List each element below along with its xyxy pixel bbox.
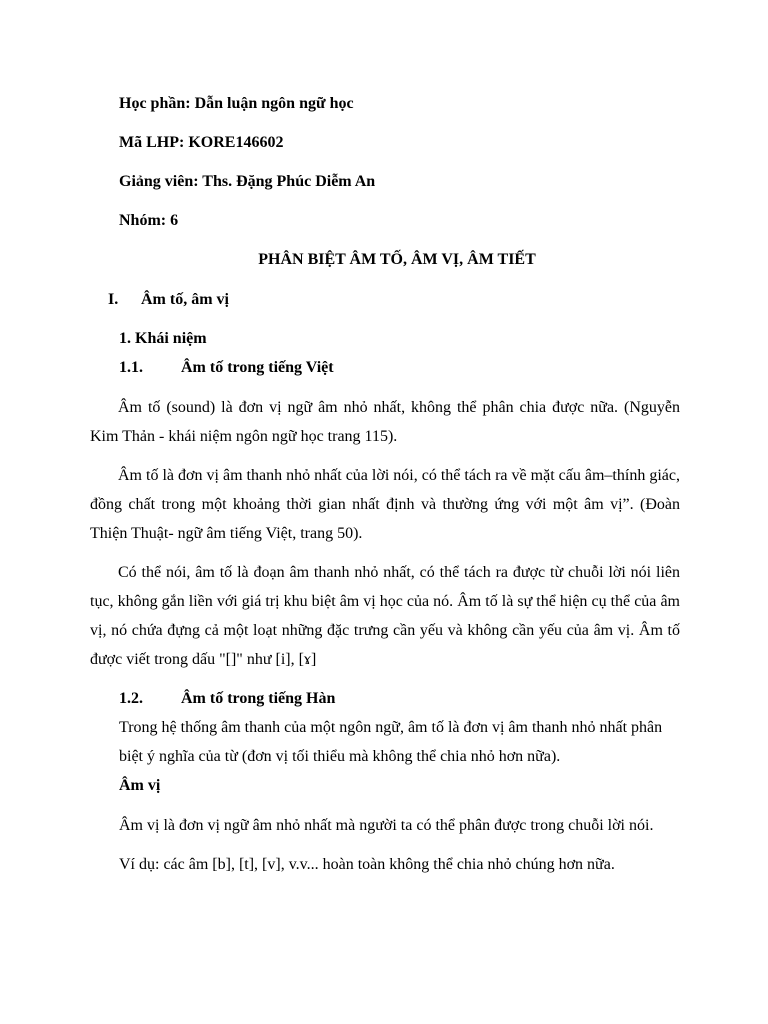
paragraph-5: Âm vị là đơn vị ngữ âm nhỏ nhất mà người ta có thể phân được trong chuỗi lời nói.: [119, 817, 654, 834]
subsection-1-2-number: 1.2.: [119, 690, 143, 707]
paragraph-1: Âm tố (sound) là đơn vị ngữ âm nhỏ nhất, không thể phân chia được nữa. (Nguyễn Kim Thản - khái niệm ngôn ngữ học trang 115).: [90, 399, 680, 445]
am-vi-heading: Âm vị: [119, 777, 161, 794]
subsection-1-1-title: Âm tố trong tiếng Việt: [181, 359, 334, 376]
section-1-title: Âm tố, âm vị: [141, 291, 229, 308]
course-code-line: Mã LHP: KORE146602: [119, 134, 284, 151]
concept-heading: 1. Khái niệm: [119, 330, 207, 347]
paragraph-4: Trong hệ thống âm thanh của một ngôn ngữ, âm tố là đơn vị âm thanh nhỏ nhất phân biệt ý nghĩa của từ (đơn vị tối thiểu mà không thể chia nhỏ hơn nữa).: [119, 719, 663, 765]
paragraph-3: Có thể nói, âm tố là đoạn âm thanh nhỏ nhất, có thể tách ra được từ chuỗi lời nói liên tục, không gắn liền với giá trị khu biệt âm vị học của nó. Âm tố là sự thể hiện cụ thể của âm vị, nó chứa đựng cả một loạt những đặc trưng cần yếu và không cần yếu của âm vị. Âm tố được viết trong dấu "[]" như [i], [ɤ]: [90, 564, 680, 668]
subsection-1-1-heading: [119, 358, 334, 378]
document-title: PHÂN BIỆT ÂM TỐ, ÂM VỊ, ÂM TIẾT: [258, 251, 536, 268]
lecturer-line: Giảng viên: Ths. Đặng Phúc Diễm An: [119, 173, 376, 190]
paragraph-2: Âm tố là đơn vị âm thanh nhỏ nhất của lời nói, có thể tách ra về mặt cấu âm–thính giác, đồng chất trong một khoảng thời gian nhất định và thường ứng với một âm vị”. (Đoàn Thiện Thuật- ngữ âm tiếng Việt, trang 50).: [90, 467, 680, 542]
subsection-1-2-heading: [119, 689, 335, 709]
group-line: Nhóm: 6: [119, 212, 179, 229]
subsection-1-2-title: Âm tố trong tiếng Hàn: [181, 690, 336, 707]
paragraph-6: Ví dụ: các âm [b], [t], [v], v.v... hoàn toàn không thể chia nhỏ chúng hơn nữa.: [119, 856, 615, 873]
section-1-heading: [108, 290, 229, 310]
section-1-number: I.: [108, 291, 119, 308]
course-line: Học phần: Dẫn luận ngôn ngữ học: [119, 95, 354, 112]
subsection-1-1-number: 1.1.: [119, 359, 143, 376]
